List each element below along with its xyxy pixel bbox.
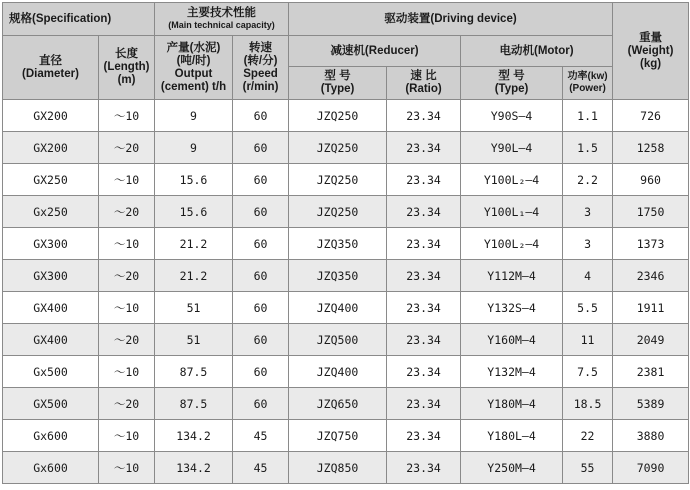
header-reducer: 减速机(Reducer) — [289, 36, 461, 67]
cell-output: 51 — [155, 292, 233, 324]
table-row — [3, 228, 689, 260]
cell-diameter: GX200 — [3, 132, 99, 164]
header-weight-cn: 重量 — [639, 31, 663, 44]
cell-motor-type: Y100L₂—4 — [461, 228, 563, 260]
table-row — [3, 132, 689, 164]
cell-output: 9 — [155, 132, 233, 164]
header-power-cn: 功率(kw) — [567, 71, 608, 82]
header-specification: 规格(Specification) — [3, 3, 155, 36]
cell-speed: 60 — [233, 164, 289, 196]
cell-output: 21.2 — [155, 228, 233, 260]
cell-motor-type: Y90S—4 — [461, 100, 563, 132]
header-diameter-cn: 直径 — [39, 54, 62, 67]
cell-power: 7.5 — [563, 356, 613, 388]
header-main-technical-cn: 主要技术性能 — [187, 7, 257, 19]
cell-output: 9 — [155, 100, 233, 132]
cell-power: 22 — [563, 420, 613, 452]
cell-length: ～10 — [99, 292, 155, 324]
cell-diameter: Gx600 — [3, 452, 99, 484]
cell-ratio: 23.34 — [387, 228, 461, 260]
cell-diameter: GX300 — [3, 260, 99, 292]
cell-length: ～10 — [99, 356, 155, 388]
cell-motor-type: Y180M—4 — [461, 388, 563, 420]
cell-diameter: GX500 — [3, 388, 99, 420]
cell-diameter: GX400 — [3, 324, 99, 356]
table-row — [3, 324, 689, 356]
specification-table — [2, 2, 689, 484]
cell-weight: 7090 — [613, 452, 689, 484]
cell-power: 4 — [563, 260, 613, 292]
cell-weight: 3880 — [613, 420, 689, 452]
cell-motor-type: Y90L—4 — [461, 132, 563, 164]
cell-output: 87.5 — [155, 388, 233, 420]
table-row — [3, 452, 689, 484]
cell-length: ～20 — [99, 388, 155, 420]
cell-ratio: 23.34 — [387, 132, 461, 164]
header-ratio-cn: 速 比 — [410, 70, 437, 82]
cell-speed: 45 — [233, 420, 289, 452]
cell-motor-type: Y160M—4 — [461, 324, 563, 356]
cell-length: ～10 — [99, 420, 155, 452]
cell-motor-type: Y180L—4 — [461, 420, 563, 452]
cell-length: ～20 — [99, 132, 155, 164]
cell-diameter: GX400 — [3, 292, 99, 324]
cell-reducer-type: JZQ250 — [289, 164, 387, 196]
cell-length: ～20 — [99, 324, 155, 356]
cell-weight: 1373 — [613, 228, 689, 260]
header-length-unit: (m) — [117, 74, 136, 86]
header-row-1 — [3, 3, 689, 36]
header-ratio — [387, 67, 461, 100]
cell-power: 11 — [563, 324, 613, 356]
cell-motor-type: Y250M—4 — [461, 452, 563, 484]
cell-output: 51 — [155, 324, 233, 356]
cell-reducer-type: JZQ250 — [289, 132, 387, 164]
cell-ratio: 23.34 — [387, 356, 461, 388]
header-length-cn: 长度 — [115, 48, 138, 60]
table-row — [3, 164, 689, 196]
table-row — [3, 292, 689, 324]
cell-power: 1.5 — [563, 132, 613, 164]
cell-speed: 60 — [233, 260, 289, 292]
cell-length: ～20 — [99, 196, 155, 228]
cell-weight: 1911 — [613, 292, 689, 324]
cell-ratio: 23.34 — [387, 420, 461, 452]
cell-power: 18.5 — [563, 388, 613, 420]
cell-speed: 60 — [233, 100, 289, 132]
header-row-2 — [3, 36, 689, 67]
cell-ratio: 23.34 — [387, 388, 461, 420]
cell-motor-type: Y112M—4 — [461, 260, 563, 292]
header-driving-device: 驱动装置(Driving device) — [289, 3, 613, 36]
header-output-cn2: (吨/时) — [176, 54, 211, 67]
header-power — [563, 67, 613, 100]
header-weight-unit: (kg) — [640, 57, 662, 70]
cell-diameter: Gx600 — [3, 420, 99, 452]
cell-output: 21.2 — [155, 260, 233, 292]
header-reducer-type-en: (Type) — [320, 83, 355, 95]
header-reducer-type — [289, 67, 387, 100]
cell-ratio: 23.34 — [387, 292, 461, 324]
cell-ratio: 23.34 — [387, 196, 461, 228]
cell-power: 3 — [563, 196, 613, 228]
cell-motor-type: Y132M—4 — [461, 356, 563, 388]
cell-length: ～10 — [99, 164, 155, 196]
cell-motor-type: Y132S—4 — [461, 292, 563, 324]
header-weight-en: (Weight) — [627, 44, 674, 57]
cell-reducer-type: JZQ850 — [289, 452, 387, 484]
header-main-technical-en: (Main technical capacity) — [168, 20, 275, 30]
spec-table-container — [2, 2, 689, 484]
cell-speed: 60 — [233, 324, 289, 356]
header-ratio-en: (Ratio) — [405, 83, 442, 95]
cell-motor-type: Y100L₁—4 — [461, 196, 563, 228]
cell-output: 87.5 — [155, 356, 233, 388]
header-motor-type — [461, 67, 563, 100]
cell-weight: 2346 — [613, 260, 689, 292]
table-body — [3, 100, 689, 484]
header-diameter — [3, 36, 99, 100]
cell-weight: 2381 — [613, 356, 689, 388]
cell-length: ～10 — [99, 452, 155, 484]
header-speed-en2: (r/min) — [242, 80, 279, 93]
cell-weight: 726 — [613, 100, 689, 132]
cell-speed: 60 — [233, 292, 289, 324]
header-speed-cn2: (转/分) — [243, 54, 278, 67]
header-length — [99, 36, 155, 100]
cell-reducer-type: JZQ250 — [289, 196, 387, 228]
cell-power: 55 — [563, 452, 613, 484]
cell-speed: 60 — [233, 196, 289, 228]
header-diameter-en: (Diameter) — [22, 67, 79, 80]
cell-diameter: GX250 — [3, 164, 99, 196]
header-output-en2: (cement) t/h — [160, 80, 227, 93]
cell-output: 15.6 — [155, 196, 233, 228]
cell-weight: 5389 — [613, 388, 689, 420]
cell-length: ～10 — [99, 100, 155, 132]
cell-speed: 60 — [233, 132, 289, 164]
cell-weight: 1750 — [613, 196, 689, 228]
cell-diameter: GX200 — [3, 100, 99, 132]
header-output — [155, 36, 233, 100]
cell-motor-type: Y100L₂—4 — [461, 164, 563, 196]
cell-speed: 45 — [233, 452, 289, 484]
cell-diameter: GX300 — [3, 228, 99, 260]
header-motor-type-en: (Type) — [494, 83, 529, 95]
cell-reducer-type: JZQ500 — [289, 324, 387, 356]
cell-reducer-type: JZQ650 — [289, 388, 387, 420]
cell-reducer-type: JZQ750 — [289, 420, 387, 452]
cell-diameter: Gx500 — [3, 356, 99, 388]
table-row — [3, 388, 689, 420]
table-row — [3, 196, 689, 228]
cell-reducer-type: JZQ400 — [289, 356, 387, 388]
cell-reducer-type: JZQ350 — [289, 228, 387, 260]
cell-reducer-type: JZQ250 — [289, 100, 387, 132]
table-row — [3, 100, 689, 132]
cell-speed: 60 — [233, 356, 289, 388]
cell-weight: 1258 — [613, 132, 689, 164]
header-main-technical — [155, 3, 289, 36]
cell-ratio: 23.34 — [387, 100, 461, 132]
cell-speed: 60 — [233, 228, 289, 260]
cell-power: 5.5 — [563, 292, 613, 324]
header-speed-cn: 转速 — [249, 41, 273, 54]
cell-ratio: 23.34 — [387, 324, 461, 356]
cell-speed: 60 — [233, 388, 289, 420]
cell-output: 134.2 — [155, 452, 233, 484]
header-weight — [613, 3, 689, 100]
cell-reducer-type: JZQ350 — [289, 260, 387, 292]
table-row — [3, 260, 689, 292]
table-row — [3, 356, 689, 388]
header-length-en: (Length) — [103, 61, 150, 73]
cell-weight: 2049 — [613, 324, 689, 356]
cell-power: 2.2 — [563, 164, 613, 196]
header-speed-en: Speed — [243, 67, 278, 80]
cell-ratio: 23.34 — [387, 164, 461, 196]
header-reducer-type-cn: 型 号 — [324, 70, 351, 82]
cell-diameter: Gx250 — [3, 196, 99, 228]
header-power-en: (Power) — [569, 83, 606, 94]
table-row — [3, 420, 689, 452]
cell-ratio: 23.34 — [387, 260, 461, 292]
table-header — [3, 3, 689, 100]
cell-weight: 960 — [613, 164, 689, 196]
cell-power: 3 — [563, 228, 613, 260]
cell-power: 1.1 — [563, 100, 613, 132]
header-output-en: Output — [174, 67, 213, 80]
header-output-cn: 产量(水泥) — [166, 41, 221, 54]
header-motor-type-cn: 型 号 — [498, 70, 525, 82]
cell-length: ～20 — [99, 260, 155, 292]
header-motor: 电动机(Motor) — [461, 36, 613, 67]
cell-reducer-type: JZQ400 — [289, 292, 387, 324]
cell-output: 134.2 — [155, 420, 233, 452]
cell-ratio: 23.34 — [387, 452, 461, 484]
cell-output: 15.6 — [155, 164, 233, 196]
header-speed — [233, 36, 289, 100]
cell-length: ～10 — [99, 228, 155, 260]
